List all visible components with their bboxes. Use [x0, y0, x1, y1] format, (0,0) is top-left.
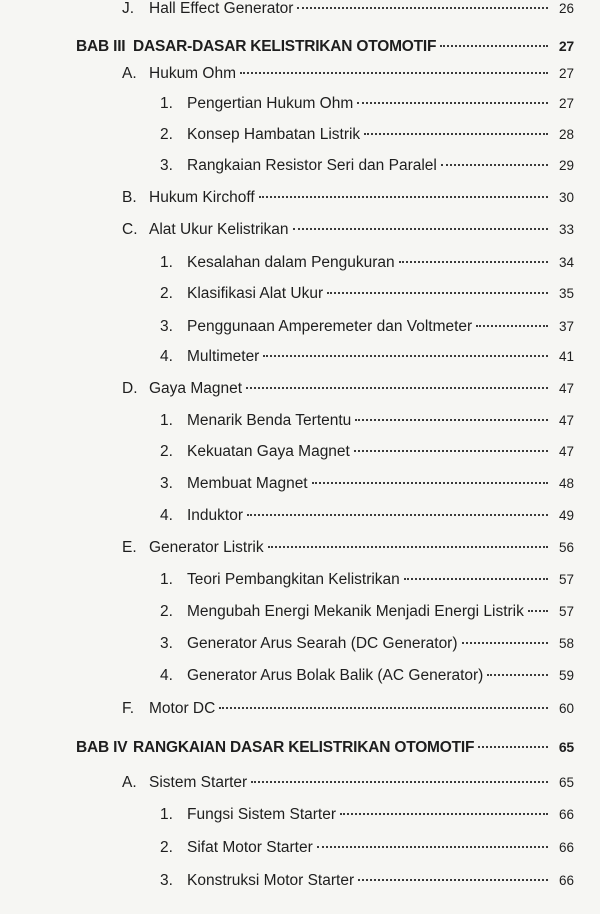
dot-leader: [478, 746, 548, 748]
toc-section-generator-listrik: [122, 539, 574, 557]
entry-title: Hukum Ohm: [149, 65, 236, 82]
entry-page: 33: [558, 222, 574, 237]
entry-page: 65: [558, 775, 574, 790]
chapter-label: BAB III: [76, 38, 126, 55]
entry-title: Konsep Hambatan Listrik: [187, 126, 361, 143]
entry-label: 2.: [160, 603, 173, 620]
toc-item-pengertian-hukum-ohm: [160, 95, 574, 113]
entry-label: 1.: [160, 254, 173, 271]
dot-leader: [354, 450, 548, 452]
entry-label: E.: [122, 539, 137, 556]
toc-item-konsep-hambatan-listrik: [160, 126, 574, 144]
entry-page: 58: [558, 636, 574, 651]
entry-label: 2.: [160, 285, 173, 302]
toc-item-sifat-motor-starter: [160, 839, 574, 857]
entry-label: 3.: [160, 872, 173, 889]
toc-item-induktor: [160, 507, 574, 525]
dot-leader: [358, 879, 548, 881]
entry-page: 47: [558, 381, 574, 396]
entry-label: 3.: [160, 318, 173, 335]
entry-page: 35: [558, 286, 574, 301]
dot-leader: [246, 387, 548, 389]
dot-leader: [312, 482, 548, 484]
entry-page: 29: [558, 158, 574, 173]
toc-chapter-bab-iv: [76, 739, 574, 757]
entry-title: Generator Arus Searah (DC Generator): [187, 635, 458, 652]
entry-page: 26: [558, 1, 574, 16]
entry-title: Sifat Motor Starter: [187, 839, 313, 856]
entry-title: Kekuatan Gaya Magnet: [187, 443, 350, 460]
entry-title: Hall Effect Generator: [149, 0, 294, 17]
toc-item-kesalahan-pengukuran: [160, 254, 574, 272]
dot-leader: [317, 846, 548, 848]
toc-item-energi-mekanik-listrik: [160, 603, 574, 621]
entry-label: 2.: [160, 126, 173, 143]
entry-page: 60: [558, 701, 574, 716]
dot-leader: [247, 514, 548, 516]
entry-title: Mengubah Energi Mekanik Menjadi Energi Listrik: [187, 603, 524, 620]
dot-leader: [259, 196, 548, 198]
entry-label: A.: [122, 65, 137, 82]
dot-leader: [441, 164, 548, 166]
entry-page: 56: [558, 540, 574, 555]
dot-leader: [357, 102, 548, 104]
entry-page: 37: [558, 319, 574, 334]
entry-title: Menarik Benda Tertentu: [187, 412, 352, 429]
entry-page: 66: [558, 807, 574, 822]
entry-page: 27: [558, 96, 574, 111]
dot-leader: [404, 578, 548, 580]
entry-title: Generator Arus Bolak Balik (AC Generator): [187, 667, 484, 684]
entry-page: 30: [558, 190, 574, 205]
entry-title: Sistem Starter: [149, 774, 248, 791]
entry-label: D.: [122, 380, 138, 397]
toc-section-hukum-ohm: [122, 65, 574, 83]
entry-label: B.: [122, 189, 137, 206]
entry-title: Pengertian Hukum Ohm: [187, 95, 354, 112]
entry-label: J.: [122, 0, 135, 17]
dot-leader: [487, 674, 548, 676]
chapter-title: RANGKAIAN DASAR KELISTRIKAN OTOMOTIF: [133, 739, 475, 756]
toc-item-amperemeter-voltmeter: [160, 318, 574, 336]
toc-item-teori-pembangkitan: [160, 571, 574, 589]
entry-label: F.: [122, 700, 135, 717]
entry-label: 1.: [160, 412, 173, 429]
entry-page: 66: [558, 873, 574, 888]
dot-leader: [251, 781, 548, 783]
entry-label: 4.: [160, 507, 173, 524]
dot-leader: [528, 610, 548, 612]
toc-item-kekuatan-gaya-magnet: [160, 443, 574, 461]
entry-page: 28: [558, 127, 574, 142]
toc-entry-hall-effect-generator: [122, 0, 574, 18]
entry-label: 3.: [160, 635, 173, 652]
entry-page: 48: [558, 476, 574, 491]
toc-item-ac-generator: [160, 667, 574, 685]
entry-page: 47: [558, 444, 574, 459]
dot-leader: [219, 707, 548, 709]
entry-title: Hukum Kirchoff: [149, 189, 255, 206]
dot-leader: [240, 72, 548, 74]
entry-page: 27: [558, 38, 574, 54]
entry-title: Penggunaan Amperemeter dan Voltmeter: [187, 318, 473, 335]
entry-page: 57: [558, 604, 574, 619]
toc-item-rangkaian-resistor: [160, 157, 574, 175]
entry-title: Multimeter: [187, 348, 260, 365]
dot-leader: [293, 228, 548, 230]
entry-page: 41: [558, 349, 574, 364]
entry-title: Klasifikasi Alat Ukur: [187, 285, 324, 302]
chapter-label: BAB IV: [76, 739, 128, 756]
toc-section-sistem-starter: [122, 774, 574, 792]
dot-leader: [355, 419, 548, 421]
dot-leader: [340, 813, 548, 815]
entry-label: C.: [122, 221, 138, 238]
entry-page: 27: [558, 66, 574, 81]
entry-page: 65: [558, 739, 574, 755]
entry-title: Konstruksi Motor Starter: [187, 872, 355, 889]
entry-title: Induktor: [187, 507, 244, 524]
entry-title: Rangkaian Resistor Seri dan Paralel: [187, 157, 437, 174]
dot-leader: [268, 546, 548, 548]
entry-label: 2.: [160, 443, 173, 460]
entry-title: Gaya Magnet: [149, 380, 243, 397]
dot-leader: [440, 45, 548, 47]
entry-label: 4.: [160, 667, 173, 684]
toc-item-multimeter: [160, 348, 574, 366]
entry-page: 49: [558, 508, 574, 523]
dot-leader: [297, 7, 548, 9]
entry-label: 3.: [160, 475, 173, 492]
entry-page: 47: [558, 413, 574, 428]
toc-item-menarik-benda: [160, 412, 574, 430]
toc-section-alat-ukur: [122, 221, 574, 239]
entry-page: 34: [558, 255, 574, 270]
entry-title: Membuat Magnet: [187, 475, 308, 492]
entry-title: Generator Listrik: [149, 539, 264, 556]
entry-label: 2.: [160, 839, 173, 856]
dot-leader: [364, 133, 548, 135]
entry-title: Fungsi Sistem Starter: [187, 806, 337, 823]
entry-label: 3.: [160, 157, 173, 174]
entry-label: 1.: [160, 571, 173, 588]
toc-item-fungsi-sistem-starter: [160, 806, 574, 824]
chapter-title: DASAR-DASAR KELISTRIKAN OTOMOTIF: [133, 38, 437, 55]
dot-leader: [462, 642, 548, 644]
entry-page: 59: [558, 668, 574, 683]
dot-leader: [327, 292, 548, 294]
entry-label: 4.: [160, 348, 173, 365]
dot-leader: [476, 325, 548, 327]
entry-page: 66: [558, 840, 574, 855]
toc-section-motor-dc: [122, 700, 574, 718]
toc-item-membuat-magnet: [160, 475, 574, 493]
entry-label: A.: [122, 774, 137, 791]
toc-item-konstruksi-motor-starter: [160, 872, 574, 890]
entry-label: 1.: [160, 806, 173, 823]
toc-item-dc-generator: [160, 635, 574, 653]
entry-title: Motor DC: [149, 700, 216, 717]
entry-title: Teori Pembangkitan Kelistrikan: [187, 571, 400, 588]
entry-title: Kesalahan dalam Pengukuran: [187, 254, 395, 271]
toc-section-gaya-magnet: [122, 380, 574, 398]
entry-label: 1.: [160, 95, 173, 112]
entry-title: Alat Ukur Kelistrikan: [149, 221, 289, 238]
entry-page: 57: [558, 572, 574, 587]
dot-leader: [399, 261, 548, 263]
toc-chapter-bab-iii: [76, 38, 574, 56]
dot-leader: [263, 355, 548, 357]
toc-section-hukum-kirchoff: [122, 189, 574, 207]
toc-item-klasifikasi-alat-ukur: [160, 285, 574, 303]
